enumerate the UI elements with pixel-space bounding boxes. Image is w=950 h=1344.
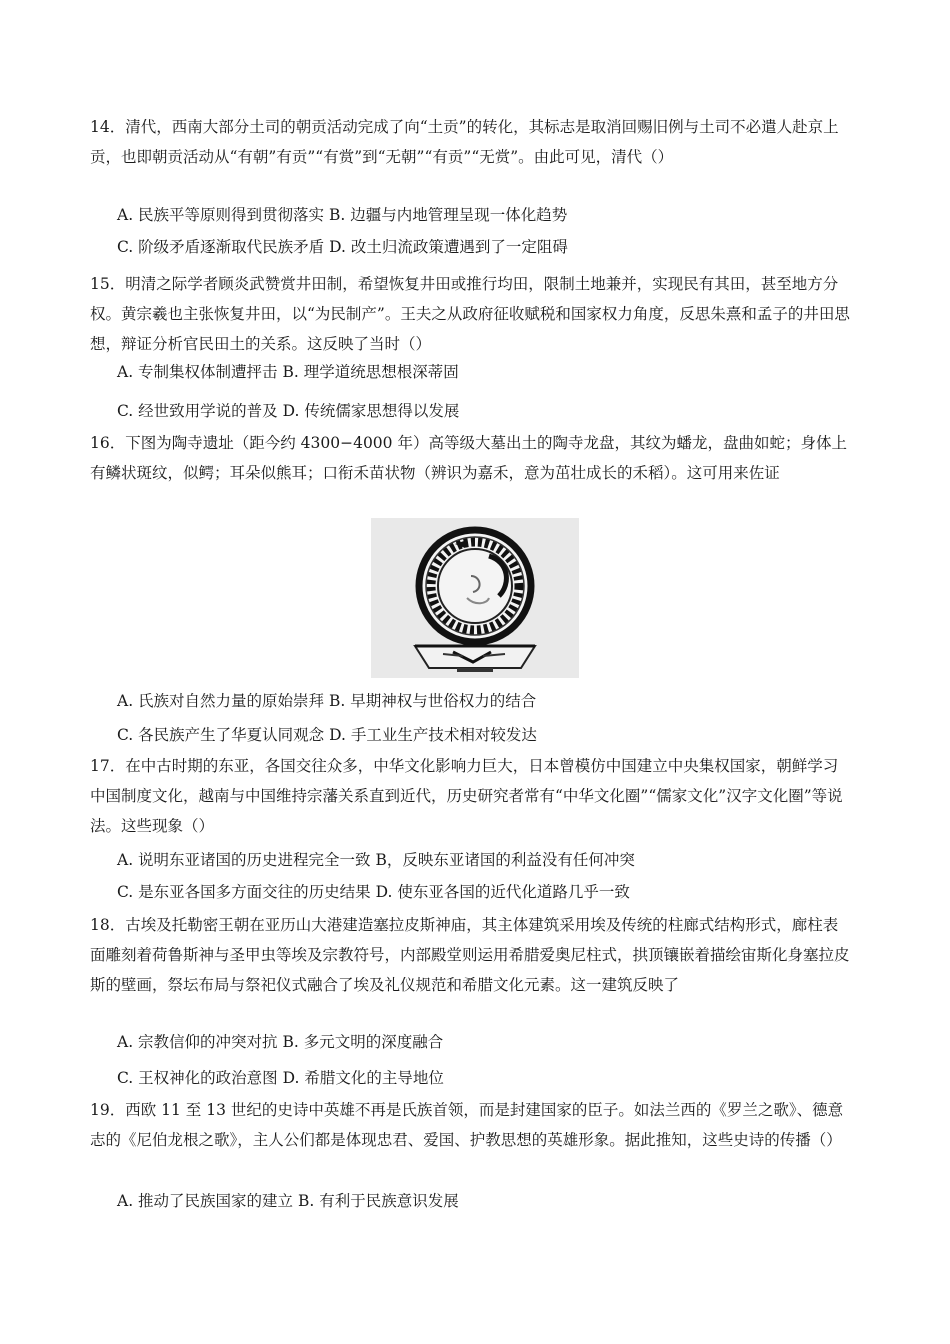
question-19-options-ab: A. 推动了民族国家的建立 B. 有利于民族意识发展	[117, 1192, 459, 1210]
question-17-stem: 17．在中古时期的东亚，各国交往众多，中华文化影响力巨大，日本曾模仿中国建立中央集权国家，朝鲜学习中国制度文化，越南与中国维持宗藩关系直到近代，历史研究者常有“中华文化圈”“儒家文化”汉字文化圈”等说法。这些现象（）	[90, 757, 843, 835]
question-18-stem: 18．古埃及托勒密王朝在亚历山大港建造塞拉皮斯神庙，其主体建筑采用埃及传统的柱廊式结构形式，廊柱表面雕刻着荷鲁斯神与圣甲虫等埃及宗教符号，内部殿堂则运用希腊爱奥尼柱式，拱顶镶嵌着描绘宙斯化身塞拉皮斯的壁画，祭坛布局与祭祀仪式融合了埃及礼仪规范和希腊文化元素。这一建筑反映了	[90, 916, 850, 994]
question-16-options-cd: C. 各民族产生了华夏认同观念 D. 手工业生产技术相对较发达	[117, 726, 537, 744]
question-15-options-ab: A. 专制集权体制遭抨击 B. 理学道统思想根深蒂固	[117, 363, 459, 381]
question-15-stem: 15．明清之际学者顾炎武赞赏井田制，希望恢复井田或推行均田，限制土地兼并，实现民有其田，甚至地方分权。黄宗羲也主张恢复井田，以“为民制产”。王夫之从政府征收赋税和国家权力角度，反思朱熹和孟子的井田思想，辩证分析官民田土的关系。这反映了当时（）	[90, 275, 850, 353]
question-16-options-ab: A. 氏族对自然力量的原始崇拜 B. 早期神权与世俗权力的结合	[117, 692, 537, 710]
question-18-options-ab: A. 宗教信仰的冲突对抗 B. 多元文明的深度融合	[117, 1033, 444, 1051]
question-14-stem: 14．清代，西南大部分土司的朝贡活动完成了向“土贡”的转化，其标志是取消回赐旧例与土司不必遣人赴京上贡，也即朝贡活动从“有朝”有贡”“有赏”到“无朝”“有贡”“无赏”。由此可见，清代（）	[90, 118, 839, 166]
question-18-options-cd: C. 王权神化的政治意图 D. 希腊文化的主导地位	[117, 1069, 444, 1087]
question-15-options-cd: C. 经世致用学说的普及 D. 传统儒家思想得以发展	[117, 402, 460, 420]
question-19-stem: 19．西欧 11 至 13 世纪的史诗中英雄不再是氏族首领，而是封建国家的臣子。如法兰西的《罗兰之歌》、德意志的《尼伯龙根之歌》，主人公们都是体现忠君、爱国、护教思想的英雄形象。据此推知，这些史诗的传播（）	[90, 1101, 844, 1149]
pottery-dragon-plate-image	[371, 518, 579, 678]
question-14-options-ab: A. 民族平等原则得到贯彻落实 B. 边疆与内地管理呈现一体化趋势	[117, 206, 568, 224]
question-14-options-cd: C. 阶级矛盾逐渐取代民族矛盾 D. 改土归流政策遭遇到了一定阻碍	[117, 238, 568, 256]
question-17-options-cd: C. 是东亚各国多方面交往的历史结果 D. 使东亚各国的近代化道路几乎一致	[117, 883, 630, 901]
question-17-options-ab: A. 说明东亚诸国的历史进程完全一致 B，反映东亚诸国的利益没有任何冲突	[117, 851, 635, 869]
question-16-stem: 16．下图为陶寺遗址（距今约 4300−4000 年）高等级大墓出土的陶寺龙盘，其纹为蟠龙，盘曲如蛇；身体上有鳞状斑纹，似鳄；耳朵似熊耳；口衔禾苗状物（辨识为嘉禾，意为茁壮成长的禾稻）。这可用来佐证	[90, 434, 847, 482]
